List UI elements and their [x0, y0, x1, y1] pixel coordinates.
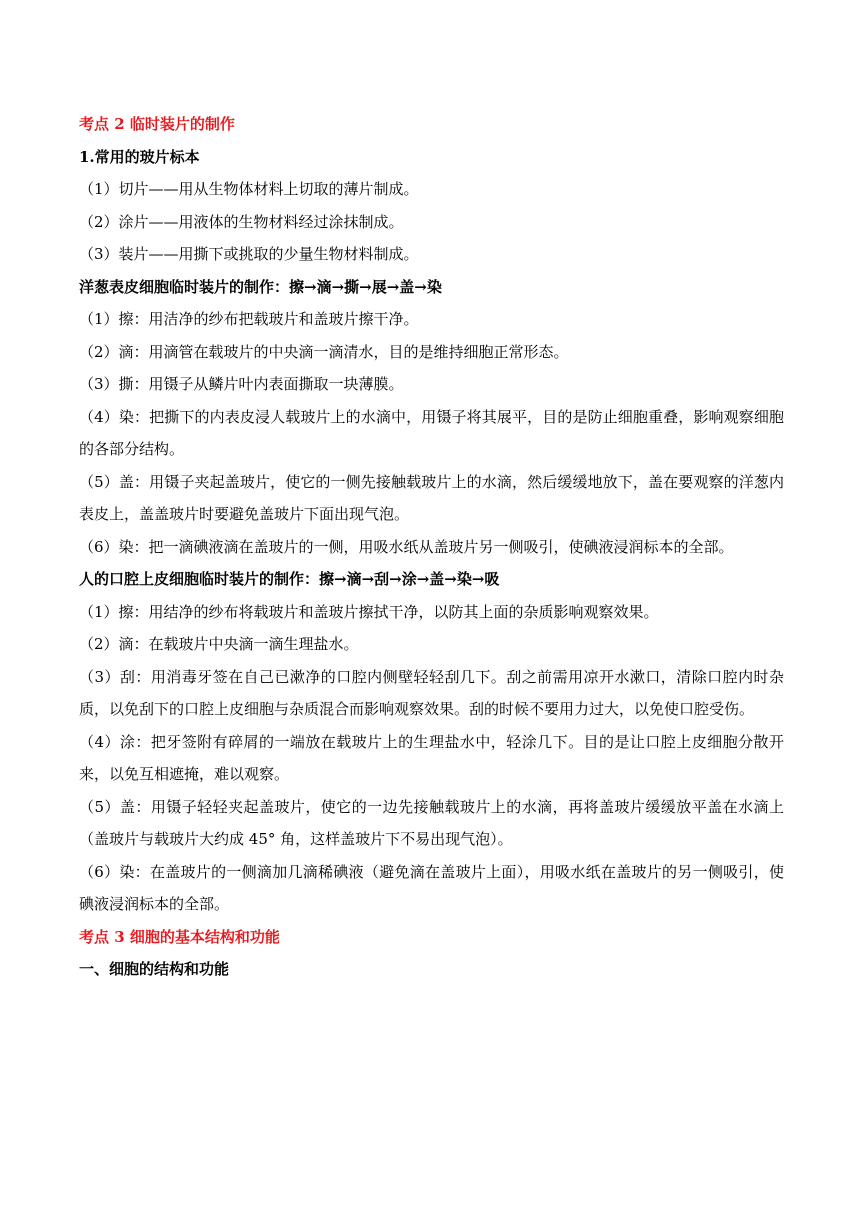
cheek-procedure-title: 人的口腔上皮细胞临时装片的制作：擦→滴→刮→涂→盖→染→吸	[79, 570, 500, 588]
list-item: （2）涂片——用液体的生物材料经过涂抹制成。	[79, 212, 404, 231]
list-item: （3）装片——用撕下或挑取的少量生物材料制成。	[79, 245, 419, 263]
kaodian2-heading: 考点 2 临时装片的制作	[79, 115, 235, 133]
onion-step: （4）染：把撕下的内表皮浸人载玻片上的水滴中，用镊子将其展平，目的是防止细胞重叠，影响观察细胞的各部分结构。	[79, 407, 784, 458]
onion-step: （3）撕：用镊子从鳞片叶内表面撕取一块薄膜。	[79, 375, 404, 393]
cheek-step: （5）盖：用镊子轻轻夹起盖玻片，使它的一边先接触载玻片上的水滴，再将盖玻片缓缓放平盖在水滴上（盖玻片与载玻片大约成 45° 角，这样盖玻片下不易出现气泡）。	[79, 797, 784, 848]
cheek-step: （1）擦：用结净的纱布将载玻片和盖玻片擦拭干净，以防其上面的杂质影响观察效果。	[79, 602, 659, 621]
onion-procedure-title: 洋葱表皮细胞临时装片的制作：擦→滴→撕→展→盖→染	[79, 277, 442, 296]
cheek-step: （2）滴：在载玻片中央滴一滴生理盐水。	[79, 635, 359, 653]
document-page	[79, 108, 784, 986]
onion-step: （6）染：把一滴碘液滴在盖玻片的一侧，用吸水纸从盖玻片另一侧吸引，使碘液浸润标本的全部。	[79, 537, 734, 556]
cheek-step: （6）染：在盖玻片的一侧滴加几滴稀碘液（避免滴在盖玻片上面），用吸水纸在盖玻片的另一侧吸引，使碘液浸润标本的全部。	[79, 862, 784, 913]
section-title-cell-structure: 一、细胞的结构和功能	[79, 960, 230, 978]
section-title-slide-types: 1.常用的玻片标本	[79, 147, 200, 166]
list-item: （1）切片——用从生物体材料上切取的薄片制成。	[79, 180, 419, 198]
cheek-step: （3）刮：用消毒牙签在自己已漱净的口腔内侧壁轻轻刮几下。刮之前需用凉开水漱口，清除口腔内时杂质，以免刮下的口腔上皮细胞与杂质混合而影响观察效果。刮的时候不要用力过大，以免使口腔受伤。	[79, 667, 784, 718]
onion-step: （5）盖：用镊子夹起盖玻片，使它的一侧先接触载玻片上的水滴，然后缓缓地放下，盖在要观察的洋葱内表皮上，盖盖玻片时要避免盖玻片下面出现气泡。	[79, 472, 784, 523]
kaodian3-heading: 考点 3 细胞的基本结构和功能	[79, 927, 280, 946]
onion-step: （2）滴：用滴管在载玻片的中央滴一滴清水，目的是维持细胞正常形态。	[79, 342, 569, 361]
onion-step: （1）擦：用洁净的纱布把载玻片和盖玻片擦干净。	[79, 310, 419, 328]
cheek-step: （4）涂：把牙签附有碎屑的一端放在载玻片上的生理盐水中，轻涂几下。目的是让口腔上皮细胞分散开来，以免互相遮掩，难以观察。	[79, 732, 784, 783]
